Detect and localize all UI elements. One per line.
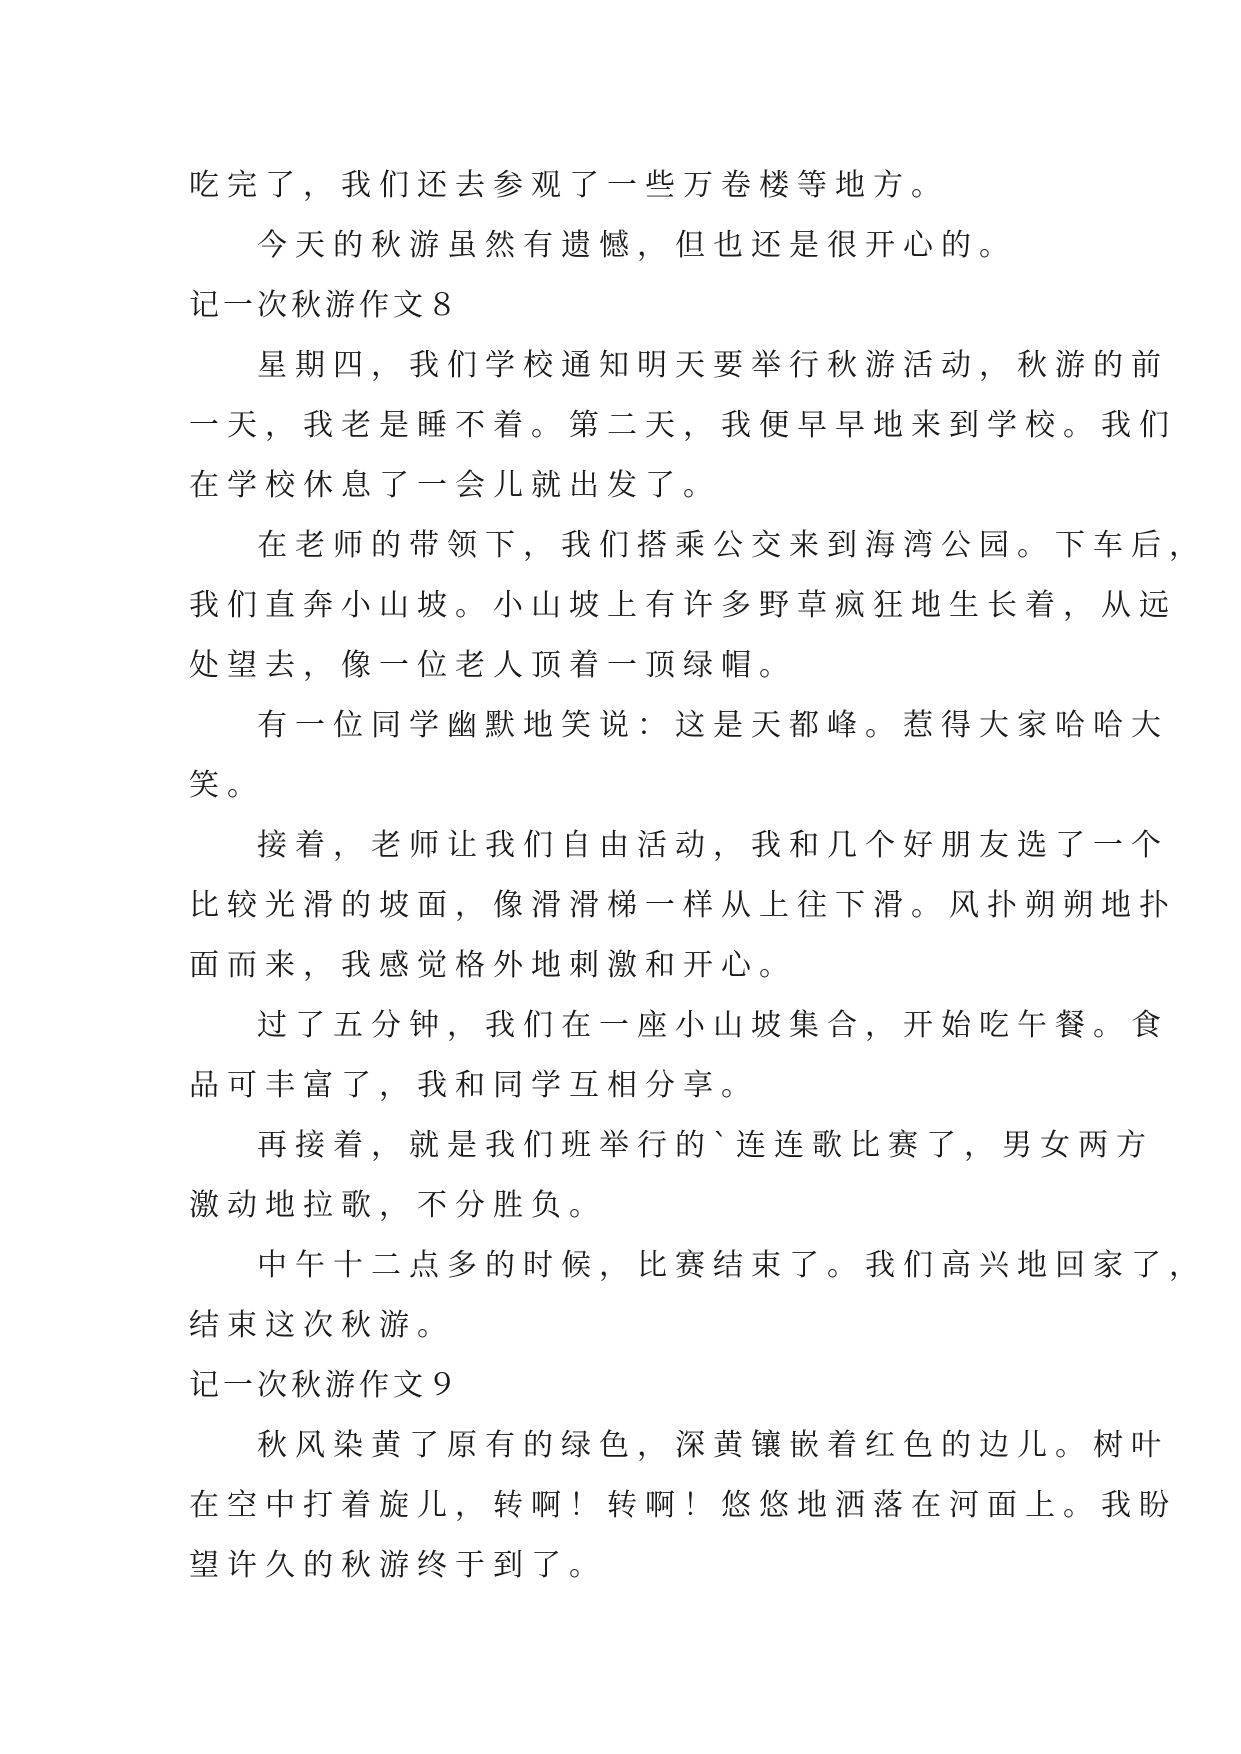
heading-text: 记一次秋游作文８ (189, 288, 461, 323)
text-line: 接着，老师让我们自由活动，我和几个好朋友选了一个 (257, 828, 1169, 863)
text-line: 处望去，像一位老人顶着一顶绿帽。 (189, 648, 797, 683)
text-line: 在空中打着旋儿，转啊！转啊！悠悠地洒落在河面上。我盼 (189, 1488, 1177, 1523)
text-line: 今天的秋游虽然有遗憾，但也还是很开心的。 (257, 228, 1017, 263)
paragraph (189, 1416, 1177, 1596)
paragraph (189, 156, 1069, 216)
text-line: 一天，我老是睡不着。第二天，我便早早地来到学校。我们 (189, 408, 1177, 443)
section-heading (189, 276, 1069, 336)
paragraph (189, 216, 1069, 276)
paragraph (189, 1116, 1154, 1236)
text-line: 中午十二点多的时候，比赛结束了。我们高兴地回家了， (257, 1248, 1207, 1283)
text-line: 品可丰富了，我和同学互相分享。 (189, 1068, 759, 1103)
text-line: 吃完了，我们还去参观了一些万卷楼等地方。 (189, 168, 949, 203)
text-line: 在学校休息了一会儿就出发了。 (189, 468, 721, 503)
paragraph (189, 1236, 1207, 1356)
text-line: 再接着，就是我们班举行的`连连歌比赛了，男女两方 (257, 1128, 1154, 1163)
paragraph (189, 816, 1177, 996)
paragraph (189, 516, 1207, 696)
text-line: 过了五分钟，我们在一座小山坡集合，开始吃午餐。食 (257, 1008, 1169, 1043)
heading-text: 记一次秋游作文９ (189, 1368, 461, 1403)
document-body (189, 156, 1207, 1596)
text-line: 秋风染黄了原有的绿色，深黄镶嵌着红色的边儿。树叶 (257, 1428, 1169, 1463)
text-line: 在老师的带领下，我们搭乘公交来到海湾公园。下车后， (257, 528, 1207, 563)
paragraph (189, 696, 1169, 816)
text-line: 有一位同学幽默地笑说：这是天都峰。惹得大家哈哈大 (257, 708, 1169, 743)
text-line: 我们直奔小山坡。小山坡上有许多野草疯狂地生长着，从远 (189, 588, 1177, 623)
section-heading (189, 1356, 1069, 1416)
text-line: 星期四，我们学校通知明天要举行秋游活动，秋游的前 (257, 348, 1169, 383)
text-line: 结束这次秋游。 (189, 1308, 455, 1343)
text-line: 面而来，我感觉格外地刺激和开心。 (189, 948, 797, 983)
text-line: 笑。 (189, 768, 265, 803)
text-line: 望许久的秋游终于到了。 (189, 1548, 607, 1583)
paragraph (189, 336, 1177, 516)
paragraph (189, 996, 1169, 1116)
text-line: 比较光滑的坡面，像滑滑梯一样从上往下滑。风扑朔朔地扑 (189, 888, 1177, 923)
text-line: 激动地拉歌，不分胜负。 (189, 1188, 607, 1223)
